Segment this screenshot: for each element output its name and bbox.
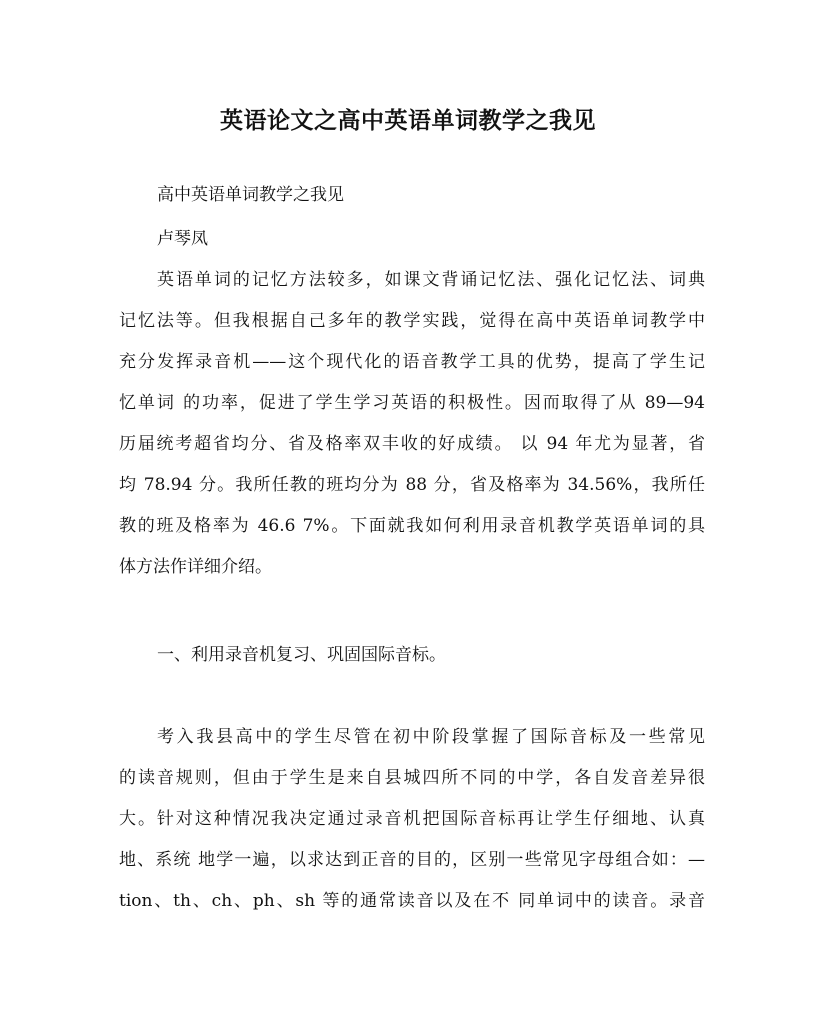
paragraph-line: tion、th、ch、ph、sh 等的通常读音以及在不 同单词中的读音。录音: [119, 891, 705, 911]
document-title: 英语论文之高中英语单词教学之我见: [220, 107, 596, 134]
section-heading: 一、利用录音机复习、巩固国际音标。: [157, 645, 446, 665]
paragraph-line: 忆单词 的功率，促进了学生学习英语的积极性。因而取得了从 89—94: [119, 393, 705, 413]
paragraph-line: 英语单词的记忆方法较多，如课文背诵记忆法、强化记忆法、词典: [157, 270, 705, 290]
paragraph-line: 均 78.94 分。我所任教的班均分为 88 分，省及格率为 34.56%，我所任: [119, 475, 705, 495]
paragraph-line: 的读音规则，但由于学生是来自县城四所不同的中学，各自发音差异很: [119, 768, 705, 788]
document-subtitle: 高中英语单词教学之我见: [157, 185, 344, 205]
paragraph-line: 记忆法等。但我根据自己多年的教学实践，觉得在高中英语单词教学中: [119, 311, 705, 331]
paragraph-line: 充分发挥录音机——这个现代化的语音教学工具的优势，提高了学生记: [119, 352, 705, 372]
paragraph-line: 大。针对这种情况我决定通过录音机把国际音标再让学生仔细地、认真: [119, 809, 705, 829]
paragraph-line: 历届统考超省均分、省及格率双丰收的好成绩。 以 94 年尤为显著，省: [119, 434, 705, 454]
paragraph-line: 考入我县高中的学生尽管在初中阶段掌握了国际音标及一些常见: [157, 727, 705, 747]
author-name: 卢琴凤: [157, 229, 208, 249]
paragraph-line: 教的班及格率为 46.6 7%。下面就我如何利用录音机教学英语单词的具: [119, 516, 705, 536]
paragraph-line: 地、系统 地学一遍，以求达到正音的目的，区别一些常见字母组合如：—: [119, 850, 705, 870]
paragraph-line: 体方法作详细介绍。: [119, 557, 272, 577]
